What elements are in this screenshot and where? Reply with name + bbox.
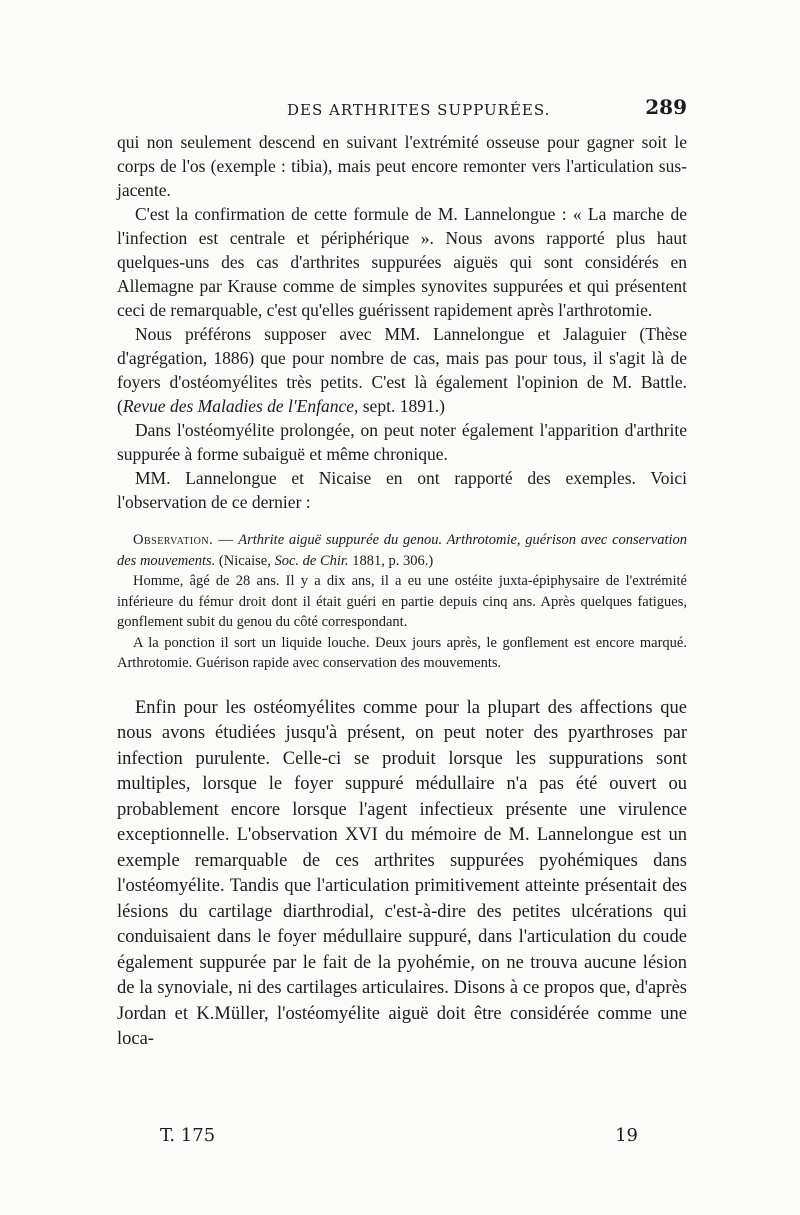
observation-title: Arthrite aiguë suppurée du genou. Arthrotomie, guérison avec conservation des mouvements.: [117, 532, 687, 569]
observation-ref-close: 1881, p. 306.): [348, 552, 434, 569]
observation-paragraph-2: A la ponction il sort un liquide louche. Deux jours après, le gonflement est encore marqué. Arthrotomie. Guérison rapide avec conservation des mouvements.: [117, 634, 687, 671]
paragraph-3-date: , sept. 1891.): [354, 396, 445, 416]
observation-ref-open: (Nicaise,: [215, 552, 275, 569]
final-paragraph: Enfin pour les ostéomyélites comme pour la plupart des affections que nous avons étudiées jusqu'à présent, on peut noter des pyarthroses par infection purulente. Celle-ci se produit lorsque les suppurations sont multiples, lorsque le foyer suppuré médullaire n'a pas été ouvert ou probablement encore lorsque l'agent infectieux présente une virulence exceptionnelle. L'observation XVI du mémoire de M. Lannelongue est un exemple remarquable de ces arthrites suppurées pyohémiques dans l'ostéomyélite. Tandis que l'articulation primitivement atteinte présentait des lésions du cartilage diarthrodial, c'est-à-dire des petites ulcérations qui conduisaient dans le foyer médullaire suppuré, dans l'articulation du coude également suppurée par le fait de la pyohémie, on ne trouva aucune lésion de la synoviale, ni des cartilages articulaires. Disons à ce propos que, d'après Jordan et K.Müller, l'ostéomyélite aiguë doit être considérée comme une loca-: [117, 697, 687, 1049]
paragraph-5: MM. Lannelongue et Nicaise en ont rapporté des exemples. Voici l'observation de ce dernier :: [117, 468, 687, 512]
observation-label: Observation. —: [133, 532, 234, 548]
sheet-number: 19: [615, 1125, 638, 1146]
body-text: [117, 130, 687, 1053]
observation-ref-journal: Soc. de Chir.: [274, 552, 349, 569]
journal-title: Revue des Maladies de l'Enfance: [122, 396, 354, 416]
paragraph-1: qui non seulement descend en suivant l'extrémité osseuse pour gagner soit le corps de l'os (exemple : tibia), mais peut encore remonter vers l'articulation sus-jacente.: [117, 132, 687, 200]
observation-paragraph-1: Homme, âgé de 28 ans. Il y a dix ans, il a eu une ostéite juxta-épiphysaire de l'extrémité inférieure du fémur droit dont il était guéri en partie depuis cinq ans. Après quelques fatigues, gonflement subit du genou du côté correspondant.: [117, 573, 687, 630]
running-title: DES ARTHRITES SUPPURÉES.: [287, 101, 551, 119]
printer-signature: T. 175: [160, 1125, 216, 1146]
paragraph-2: C'est la confirmation de cette formule de M. Lannelongue : « La marche de l'infection est centrale et périphérique ». Nous avons rapporté plus haut quelques-uns des cas d'arthrites suppurées aiguës qui sont considérés en Allemagne par Krause comme de simples synovites suppurées et qui présentent ceci de remarquable, c'est qu'elles guérissent rapidement après l'arthrotomie.: [117, 204, 687, 320]
paragraph-4: Dans l'ostéomyélite prolongée, on peut noter également l'apparition d'arthrite suppurée à forme subaiguë et même chronique.: [117, 420, 687, 464]
page-number: 289: [645, 95, 687, 119]
page-header: [117, 95, 687, 121]
final-section: [117, 696, 687, 1053]
observation-block: [117, 530, 687, 674]
observation-heading: [117, 530, 687, 571]
paragraph-3: [117, 322, 687, 418]
paragraph-3-text: Nous préférons supposer avec MM. Lannelongue et Jalaguier (Thèse d'agrégation, 1886) que pour nombre de cas, mais pas pour tous, il s'agit là de foyers d'ostéomyélites très petits. C'est là également l'opinion de M. Battle. (: [117, 324, 687, 416]
